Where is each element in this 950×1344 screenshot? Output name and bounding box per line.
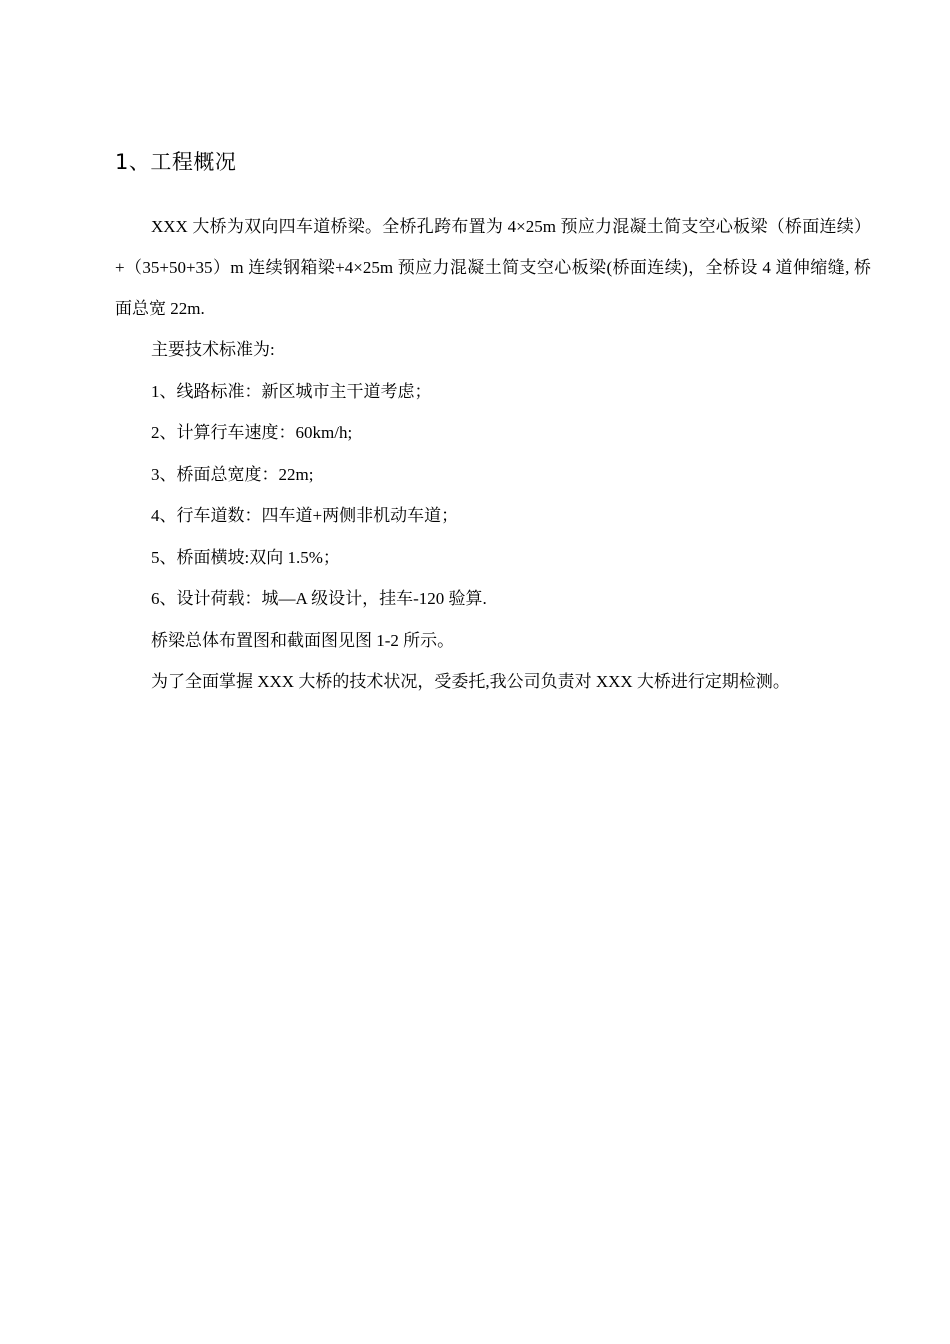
standard-item-slope: 5、桥面横坡:双向 1.5%； [151,547,340,567]
standard-item-lanes: 4、行车道数：四车道+两侧非机动车道； [151,506,459,525]
inspection-statement: 为了全面掌握 XXX 大桥的技术状况，受委托,我公司负责对 XXX 大桥进行定期检测。 [151,672,790,691]
standard-item-width: 3、桥面总宽度：22m; [151,464,314,484]
standard-item-speed: 2、计算行车速度：60km/h; [151,423,353,442]
section-heading: 1、工程概况 [115,150,237,174]
standard-item-load: 6、设计荷载：城—A 级设计，挂车-120 验算. [151,589,487,608]
standards-intro: 主要技术标准为: [151,340,275,359]
standard-item-route: 1、线路标准：新区城市主干道考虑； [151,381,432,401]
overview-paragraph: XXX 大桥为双向四车道桥梁。全桥孔跨布置为 4×25m 预应力混凝土简支空心板梁（桥面连续）+（35+50+35）m 连续钢箱梁+4×25m 预应力混凝土简支空心板梁(桥面连续)，全桥设 4 道伸缩缝, 桥面总宽 22m. [115,217,871,318]
figure-reference: 桥梁总体布置图和截面图见图 1-2 所示。 [151,630,455,650]
section-body [115,206,871,703]
